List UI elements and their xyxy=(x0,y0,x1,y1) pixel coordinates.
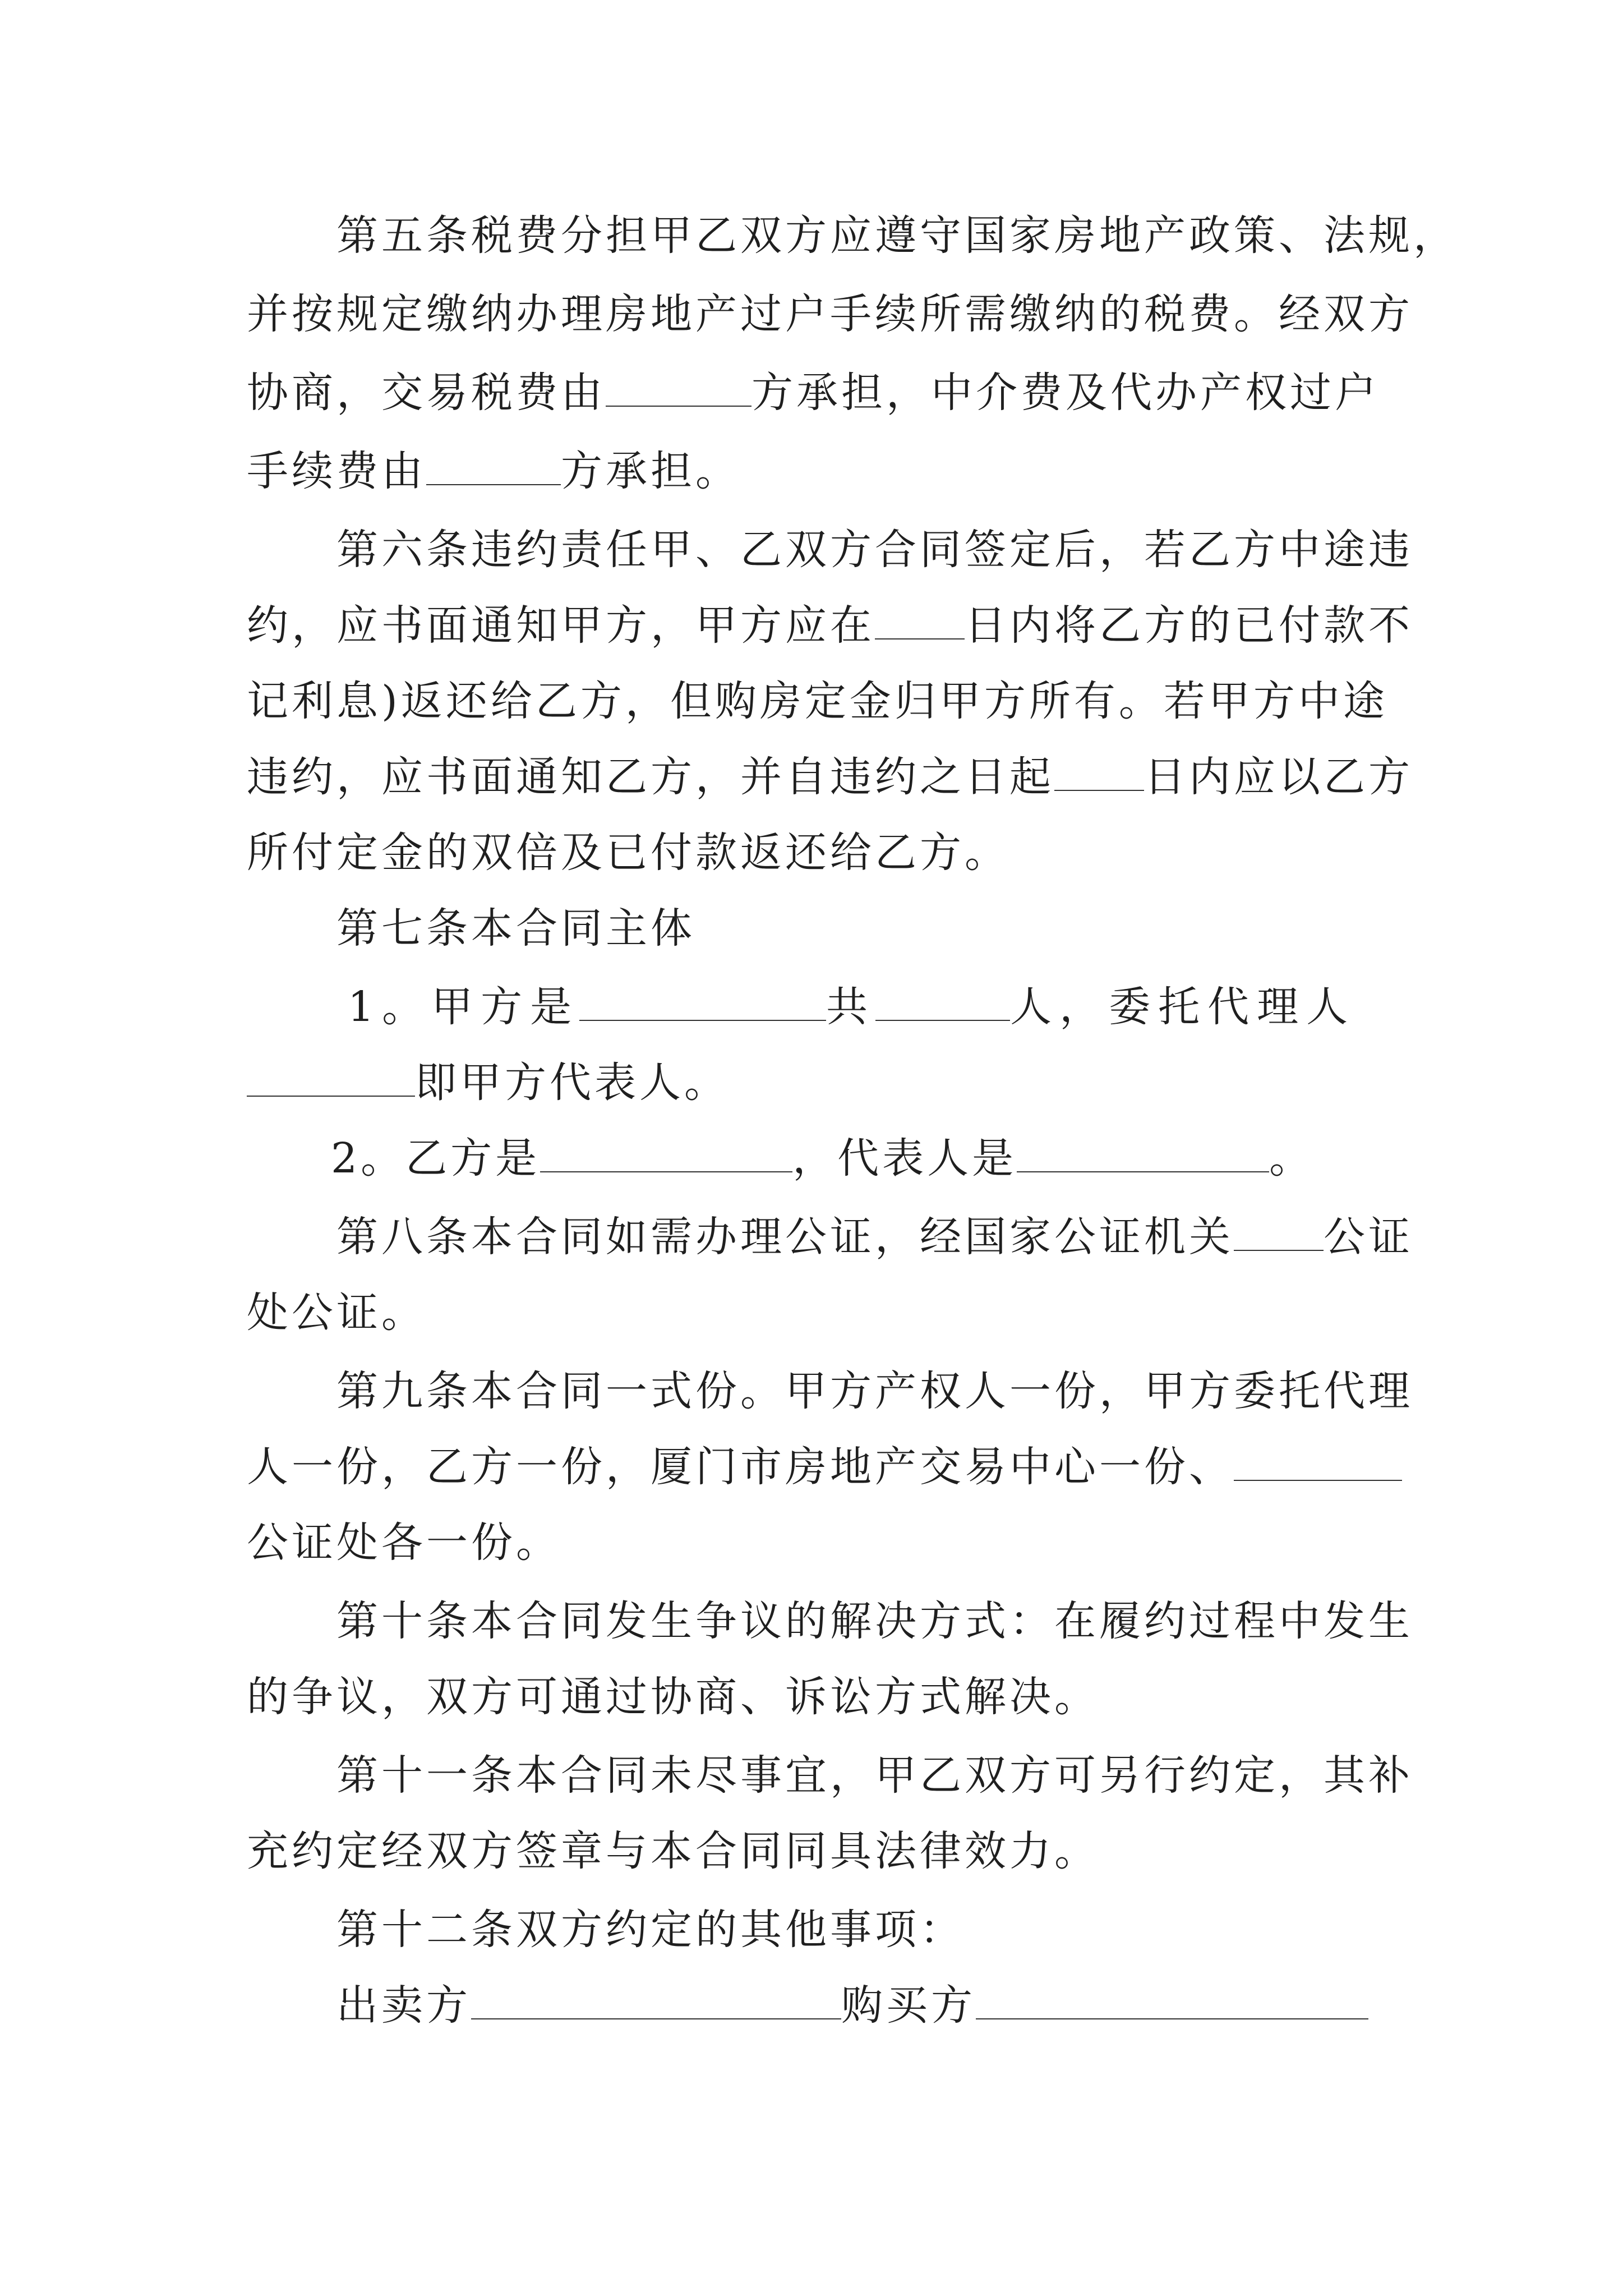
article11-line2 xyxy=(247,1823,1099,1879)
article6-line4a-text: 违约，应书面通知乙方，并自违约之日起 xyxy=(247,753,1054,801)
agent-name-blank[interactable] xyxy=(247,1056,415,1097)
seller-signature-blank[interactable] xyxy=(471,1979,841,2019)
article6-line2 xyxy=(247,597,1413,654)
article8-line1 xyxy=(336,1209,1413,1265)
article7-title-text: 第七条本合同主体 xyxy=(336,904,695,953)
tax-payer-blank[interactable] xyxy=(606,366,751,407)
article9-line1 xyxy=(336,1363,1413,1419)
notary-office-blank[interactable] xyxy=(1234,1441,1402,1481)
article7-item1d-text: 即甲方代表人。 xyxy=(415,1059,729,1107)
article6-line4 xyxy=(247,749,1413,805)
article8-line1b-text: 公证 xyxy=(1324,1213,1413,1261)
article10-line1 xyxy=(336,1593,1413,1649)
notary-blank[interactable] xyxy=(1234,1211,1324,1251)
article9-line2 xyxy=(247,1439,1402,1495)
article6-line2a-text: 约，应书面通知甲方，甲方应在 xyxy=(247,601,875,650)
article7-item2a-text: 2。乙方是 xyxy=(331,1134,541,1182)
article8-line2 xyxy=(247,1285,426,1341)
article5-line1-text: 第五条税费分担甲乙双方应遵守国家房地产政策、法规， xyxy=(336,211,1458,260)
article5-line3b-text: 方承担，中介费及代办产权过户 xyxy=(751,369,1380,417)
article5-line4b-text: 方承担。 xyxy=(561,447,740,495)
article9-line2-text: 人一份，乙方一份，厦门市房地产交易中心一份、 xyxy=(247,1443,1234,1491)
buyer-label: 购买方 xyxy=(841,1981,976,2030)
refund-days-blank[interactable] xyxy=(875,599,965,639)
article11-line1 xyxy=(336,1747,1413,1803)
article9-line3 xyxy=(247,1515,561,1571)
party-a-name-blank[interactable] xyxy=(579,981,826,1021)
article5-line3 xyxy=(247,365,1380,421)
article6-line3 xyxy=(247,673,1388,729)
article7-item1a-text: 1。甲方是 xyxy=(348,983,580,1031)
article11-line2-text: 充约定经双方签章与本合同同具法律效力。 xyxy=(247,1827,1099,1875)
article9-line3-text: 公证处各一份。 xyxy=(247,1519,561,1567)
seller-label: 出卖方 xyxy=(336,1981,471,2030)
article11-line1-text: 第十一条本合同未尽事宜，甲乙双方可另行约定，其补 xyxy=(336,1751,1413,1800)
article6-line5-text: 所付定金的双倍及已付款返还给乙方。 xyxy=(247,829,1009,877)
article6-line5 xyxy=(247,825,1009,881)
article7-item1c-text: 人，委托代理人 xyxy=(1010,983,1356,1031)
article5-line3a-text: 协商，交易税费由 xyxy=(247,369,606,417)
article10-line2 xyxy=(247,1669,1099,1725)
party-b-name-blank[interactable] xyxy=(540,1132,792,1172)
article10-line2-text: 的争议，双方可通过协商、诉讼方式解决。 xyxy=(247,1673,1099,1721)
party-a-count-blank[interactable] xyxy=(875,981,1010,1021)
article7-item1 xyxy=(348,979,1355,1035)
article7-item1b-text: 共 xyxy=(826,983,876,1031)
article8-line2-text: 处公证。 xyxy=(247,1289,426,1337)
article12-title xyxy=(336,1902,965,1958)
article7-item1-cont xyxy=(247,1055,729,1111)
article9-line1-text: 第九条本合同一式份。甲方产权人一份，甲方委托代理 xyxy=(336,1367,1413,1415)
article5-line4a-text: 手续费由 xyxy=(247,447,426,495)
article6-line4b-text: 日内应以乙方 xyxy=(1144,753,1413,801)
fee-payer-blank[interactable] xyxy=(426,445,561,485)
article6-line2b-text: 日内将乙方的已付款不 xyxy=(965,601,1413,650)
article5-line2 xyxy=(247,286,1413,342)
article6-line1 xyxy=(336,522,1413,578)
article7-item2b-text: ，代表人是 xyxy=(792,1134,1017,1182)
article6-line1-text: 第六条违约责任甲、乙双方合同签定后，若乙方中途违 xyxy=(336,526,1413,574)
article5-line1 xyxy=(336,208,1458,264)
article5-line4 xyxy=(247,443,740,499)
representative-blank[interactable] xyxy=(1017,1132,1269,1172)
signature-line xyxy=(336,1977,1368,2033)
article8-line1a-text: 第八条本合同如需办理公证，经国家公证机关 xyxy=(336,1213,1234,1261)
article7-item2 xyxy=(331,1130,1314,1186)
article5-line2-text: 并按规定缴纳办理房地产过户手续所需缴纳的税费。经双方 xyxy=(247,290,1413,338)
article7-title xyxy=(336,900,695,956)
article10-line1-text: 第十条本合同发生争议的解决方式：在履约过程中发生 xyxy=(336,1597,1413,1645)
breach-days-blank[interactable] xyxy=(1054,751,1144,791)
article6-line3-text: 记利息)返还给乙方，但购房定金归甲方所有。若甲方中途 xyxy=(247,677,1388,725)
buyer-signature-blank[interactable] xyxy=(976,1979,1368,2019)
article7-item2c-text: 。 xyxy=(1269,1134,1315,1182)
article12-title-text: 第十二条双方约定的其他事项： xyxy=(336,1906,965,1954)
